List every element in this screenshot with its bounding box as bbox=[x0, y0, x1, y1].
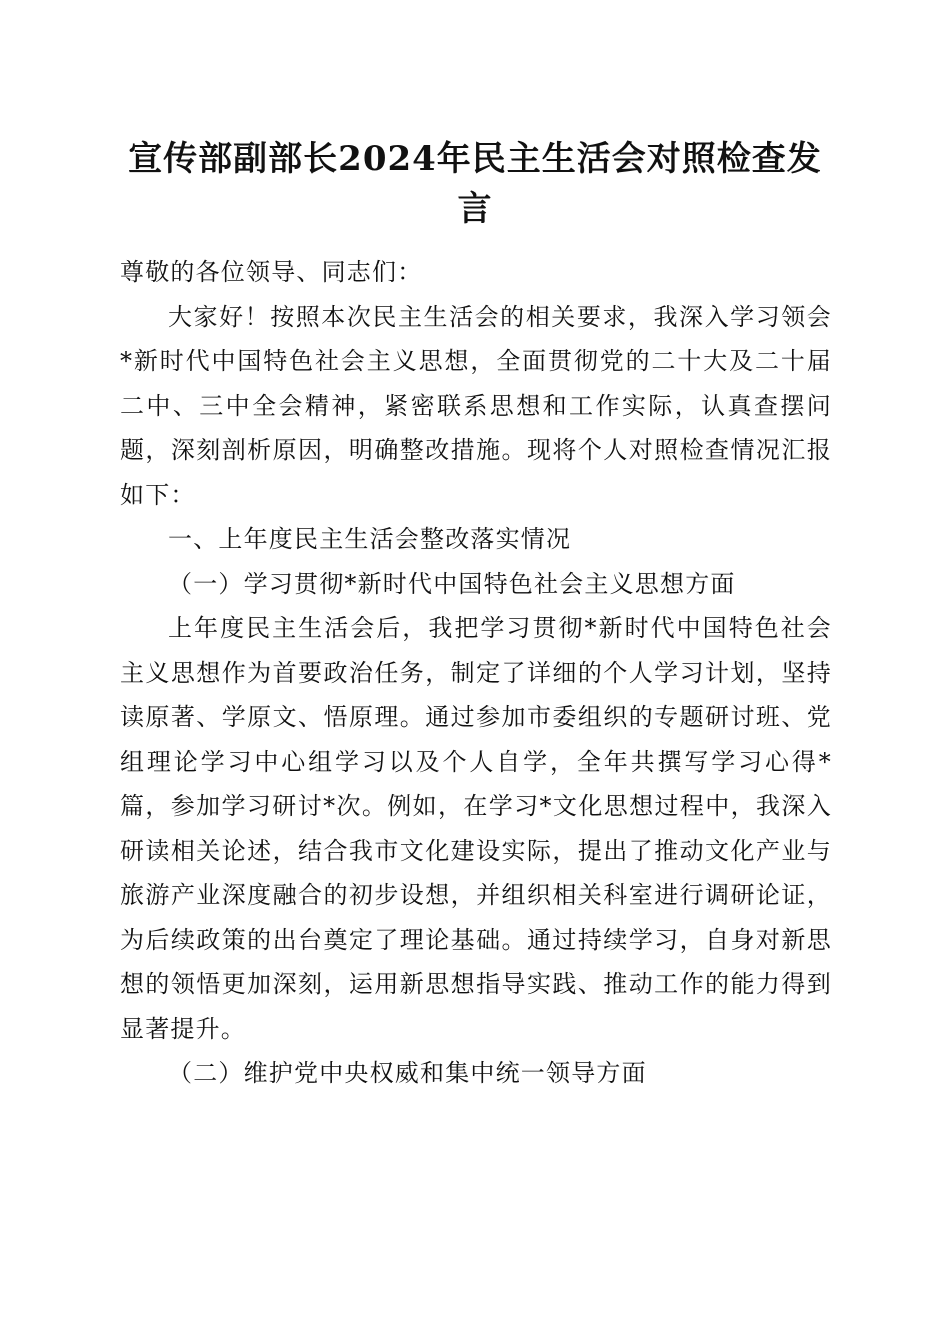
body-paragraph-1: 上年度民主生活会后，我把学习贯彻*新时代中国特色社会主义思想作为首要政治任务，制定了详细的个人学习计划，坚持读原著、学原文、悟原理。通过参加市委组织的专题研讨班、党组理论学习中心组学习以及个人自学，全年共撰写学习心得*篇，参加学习研讨*次。例如，在学习*文化思想过程中，我深入研读相关论述，结合我市文化建设实际，提出了推动文化产业与旅游产业深度融合的初步设想，并组织相关科室进行调研论证，为后续政策的出台奠定了理论基础。通过持续学习，自身对新思想的领悟更加深刻，运用新思想指导实践、推动工作的能力得到显著提升。 bbox=[120, 614, 832, 1043]
subsection-heading-1: （一）学习贯彻*新时代中国特色社会主义思想方面 bbox=[168, 569, 736, 598]
subsection-heading-2: （二）维护党中央权威和集中统一领导方面 bbox=[168, 1059, 647, 1087]
salutation: 尊敬的各位领导、同志们： bbox=[120, 258, 423, 286]
intro-paragraph: 大家好！按照本次民主生活会的相关要求，我深入学习领会*新时代中国特色社会主义思想，全面贯彻党的二十大及二十届二中、三中全会精神，紧密联系思想和工作实际，认真查摆问题，深刻剖析原因，明确整改措施。现将个人对照检查情况汇报如下： bbox=[120, 302, 832, 509]
document-body bbox=[120, 250, 832, 1096]
document-title: 宣传部副部长2024年民主生活会对照检查发言 bbox=[128, 139, 822, 229]
section-heading-1: 一、上年度民主生活会整改落实情况 bbox=[168, 525, 572, 553]
